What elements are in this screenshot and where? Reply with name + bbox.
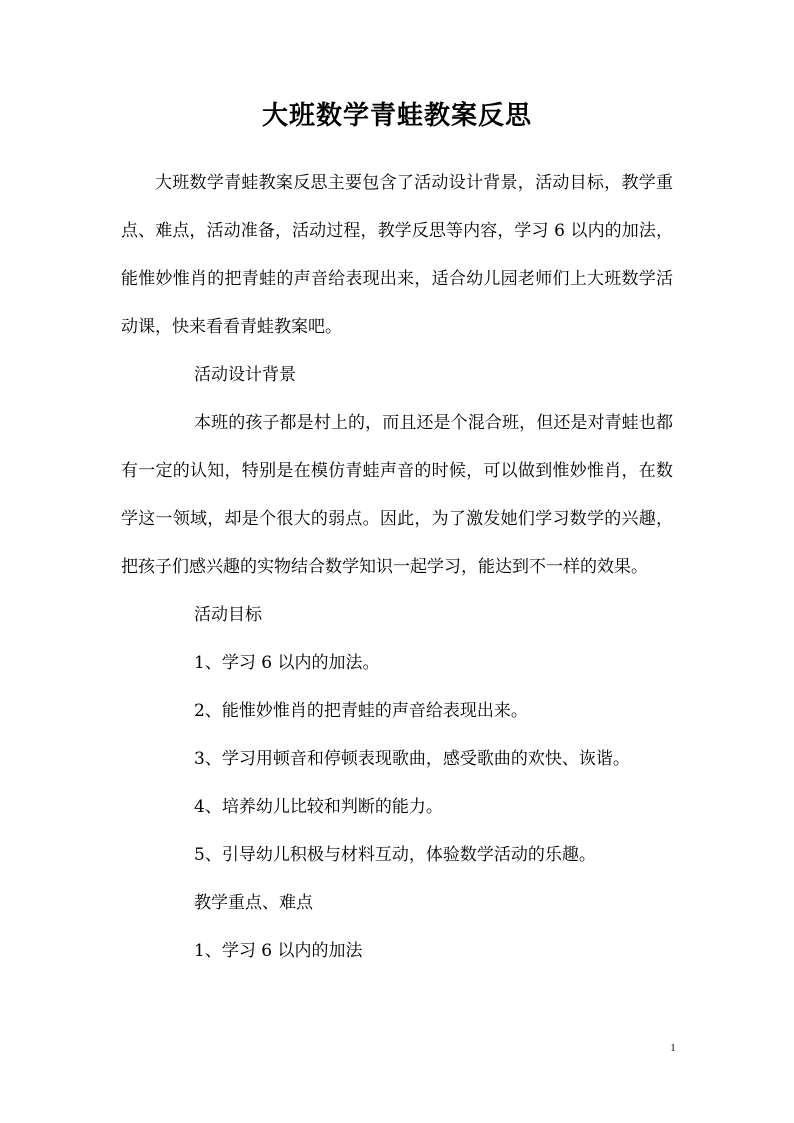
key-points-heading: 教学重点、难点 xyxy=(194,893,313,913)
background-heading: 活动设计背景 xyxy=(194,365,296,385)
goal-item: 1、学习 6 以内的加法。 xyxy=(194,653,380,673)
goal-item: 4、培养幼儿比较和判断的能力。 xyxy=(194,797,443,817)
page-title: 大班数学青蛙教案反思 xyxy=(261,101,532,131)
key-point-item: 1、学习 6 以内的加法 xyxy=(194,941,363,961)
document-body xyxy=(121,159,673,975)
goals-heading: 活动目标 xyxy=(194,605,262,625)
goal-item: 5、引导幼儿积极与材料互动，体验数学活动的乐趣。 xyxy=(194,845,596,865)
background-paragraph: 本班的孩子都是村上的，而且还是个混合班，但还是对青蛙也都有一定的认知，特别是在模仿青蛙声音的时候，可以做到惟妙惟肖，在数学这一领域，却是个很大的弱点。因此，为了激发她们学习数学的兴趣，把孩子们感兴趣的实物结合数学知识一起学习，能达到不一样的效果。 xyxy=(121,413,673,577)
intro-paragraph: 大班数学青蛙教案反思主要包含了活动设计背景，活动目标，教学重点、难点，活动准备，活动过程，教学反思等内容，学习 6 以内的加法，能惟妙惟肖的把青蛙的声音给表现出来，适合幼儿园老师们上大班数学活动课，快来看看青蛙教案吧。 xyxy=(121,173,673,337)
goal-item: 2、能惟妙惟肖的把青蛙的声音给表现出来。 xyxy=(194,701,528,721)
goal-item: 3、学习用顿音和停顿表现歌曲，感受歌曲的欢快、诙谐。 xyxy=(194,749,630,769)
page-number: 1 xyxy=(670,1042,676,1054)
